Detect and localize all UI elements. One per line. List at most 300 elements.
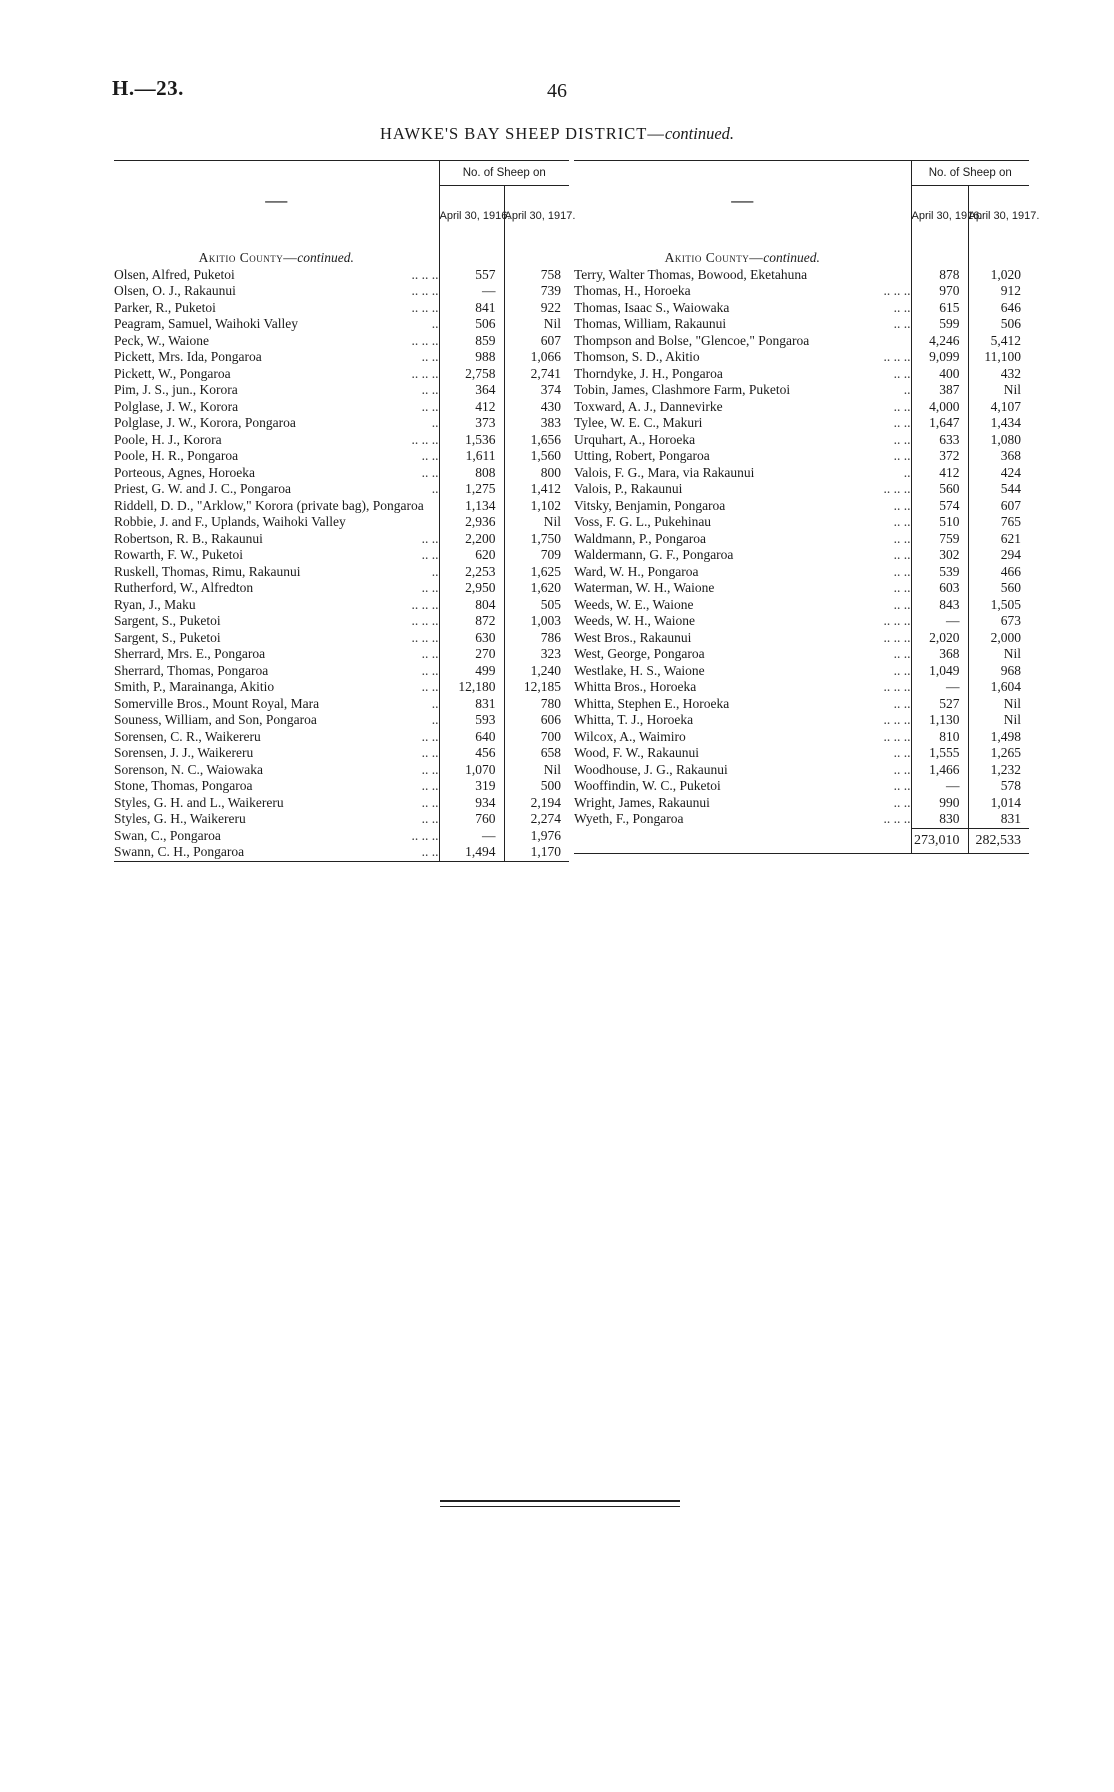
owner-name bbox=[574, 316, 911, 333]
table-row bbox=[114, 762, 569, 779]
leader-dots: .. bbox=[903, 464, 911, 480]
sheep-count-1917: 11,100 bbox=[968, 349, 1029, 366]
sheep-count-1916: 1,536 bbox=[439, 432, 504, 449]
leader-dots: .. .. bbox=[421, 745, 439, 760]
owner-name bbox=[114, 597, 439, 614]
sheep-count-1917: 1,412 bbox=[504, 481, 569, 498]
table-row bbox=[114, 811, 569, 828]
leader-dots: .. .. .. bbox=[883, 283, 911, 298]
table-row bbox=[574, 646, 1029, 663]
table-row bbox=[574, 795, 1029, 812]
sheep-count-1917: 607 bbox=[504, 333, 569, 350]
left-blank-heading: — bbox=[265, 187, 288, 213]
table-row bbox=[114, 283, 569, 300]
owner-name-text: Olsen, Alfred, Puketoi bbox=[114, 266, 235, 282]
leader-dots: .. .. bbox=[893, 580, 911, 595]
owner-name-text: Smith, P., Marainanga, Akitio bbox=[114, 679, 275, 694]
owner-name bbox=[114, 564, 439, 581]
table-row bbox=[574, 283, 1029, 300]
owner-name-text: Weeds, W. H., Waione bbox=[574, 613, 695, 628]
owner-name-text: Pickett, W., Pongaroa bbox=[114, 365, 231, 381]
sheep-count-1916: 970 bbox=[911, 283, 968, 300]
owner-name-text: Peck, W., Waione bbox=[114, 332, 210, 348]
sheep-count-1916: 934 bbox=[439, 795, 504, 812]
owner-name bbox=[114, 498, 439, 515]
owner-name bbox=[114, 811, 439, 828]
sheep-count-1917: 578 bbox=[968, 778, 1029, 795]
owner-name-text: Valois, P., Rakaunui bbox=[574, 481, 683, 496]
sheep-count-1916: 510 bbox=[911, 514, 968, 531]
leader-dots: .. bbox=[431, 712, 439, 727]
sheep-count-1916: 2,020 bbox=[911, 630, 968, 647]
owner-name-text: Weeds, W. E., Waione bbox=[574, 596, 694, 612]
sheep-count-1917: 1,560 bbox=[504, 448, 569, 465]
leader-dots: .. bbox=[903, 382, 911, 397]
owner-name-text: Riddell, D. D., "Arklow," Korora (private bag), Pongaroa bbox=[114, 497, 424, 513]
left-col-1916-heading: April 30, 1916. bbox=[439, 186, 504, 241]
end-rule-thin bbox=[440, 1506, 680, 1507]
owner-name bbox=[114, 333, 439, 350]
leader-dots: .. .. bbox=[421, 580, 439, 595]
sheep-count-1916: 760 bbox=[439, 811, 504, 828]
owner-name-text: Sherrard, Mrs. E., Pongaroa bbox=[114, 646, 266, 661]
leader-dots: .. .. .. bbox=[411, 613, 439, 628]
leader-dots: .. .. .. bbox=[883, 712, 911, 727]
sheep-count-1916: 2,758 bbox=[439, 366, 504, 383]
sheep-count-1917: 383 bbox=[504, 415, 569, 432]
owner-name bbox=[574, 283, 911, 300]
owner-name-text: Ruskell, Thomas, Rimu, Rakaunui bbox=[114, 563, 301, 579]
owner-name bbox=[114, 828, 439, 845]
owner-name-text: Robbie, J. and F., Uplands, Waihoki Valley bbox=[114, 514, 346, 529]
sheep-count-1917: 1,232 bbox=[968, 762, 1029, 779]
leader-dots: .. .. bbox=[421, 679, 439, 694]
sheep-count-1916: 599 bbox=[911, 316, 968, 333]
table-row bbox=[114, 795, 569, 812]
total-1916: 273,010 bbox=[911, 828, 968, 854]
owner-name-text: Styles, G. H. and L., Waikereru bbox=[114, 794, 284, 810]
sheep-count-1916: 990 bbox=[911, 795, 968, 812]
owner-name-text: Whitta Bros., Horoeka bbox=[574, 679, 697, 694]
sheep-count-1917: 4,107 bbox=[968, 399, 1029, 416]
table-row bbox=[114, 366, 569, 383]
table-row bbox=[114, 597, 569, 614]
owner-name bbox=[574, 300, 911, 317]
owner-name bbox=[574, 630, 911, 647]
owner-name bbox=[574, 465, 911, 482]
owner-name bbox=[114, 465, 439, 482]
owner-name-text: Toxward, A. J., Dannevirke bbox=[574, 398, 723, 414]
owner-name-text: Thorndyke, J. H., Pongaroa bbox=[574, 365, 723, 381]
table-row bbox=[114, 399, 569, 416]
owner-name bbox=[574, 712, 911, 729]
leader-dots: .. .. .. bbox=[411, 332, 439, 348]
owner-name-text: Olsen, O. J., Rakaunui bbox=[114, 283, 236, 298]
owner-name-text: Wood, F. W., Rakaunui bbox=[574, 745, 699, 760]
sheep-count-1917: 765 bbox=[968, 514, 1029, 531]
owner-name bbox=[574, 267, 911, 284]
sheep-count-1917: 700 bbox=[504, 729, 569, 746]
owner-name-text: Parker, R., Puketoi bbox=[114, 299, 216, 315]
sheep-count-1916: — bbox=[439, 828, 504, 845]
sheep-count-1917: 1,066 bbox=[504, 349, 569, 366]
leader-dots: .. .. bbox=[893, 497, 911, 513]
sheep-count-1917: 2,194 bbox=[504, 795, 569, 812]
table-row bbox=[574, 415, 1029, 432]
sheep-count-1916: 2,950 bbox=[439, 580, 504, 597]
leader-dots: .. .. bbox=[421, 349, 439, 364]
sheep-count-1916: 593 bbox=[439, 712, 504, 729]
owner-name bbox=[574, 663, 911, 680]
sheep-count-1917: 432 bbox=[968, 366, 1029, 383]
sheep-count-1916: 270 bbox=[439, 646, 504, 663]
leader-dots: .. .. bbox=[893, 596, 911, 612]
owner-name-text: Tylee, W. E. C., Makuri bbox=[574, 415, 703, 430]
table-row bbox=[114, 531, 569, 548]
owner-name bbox=[114, 762, 439, 779]
owner-name bbox=[114, 481, 439, 498]
owner-name bbox=[114, 844, 439, 861]
owner-name bbox=[574, 349, 911, 366]
sheep-count-1916: 1,275 bbox=[439, 481, 504, 498]
table-row bbox=[114, 333, 569, 350]
sheep-count-1916: 557 bbox=[439, 267, 504, 284]
owner-name bbox=[114, 448, 439, 465]
owner-name-text: Styles, G. H., Waikereru bbox=[114, 811, 246, 826]
owner-name-text: Terry, Walter Thomas, Bowood, Eketahuna bbox=[574, 266, 808, 282]
sheep-count-1917: 607 bbox=[968, 498, 1029, 515]
sheep-count-1916: 804 bbox=[439, 597, 504, 614]
sheep-count-1917: 1,976 bbox=[504, 828, 569, 845]
sheep-count-1917: Nil bbox=[968, 712, 1029, 729]
owner-name bbox=[574, 613, 911, 630]
owner-name bbox=[114, 795, 439, 812]
leader-dots: .. .. .. bbox=[883, 481, 911, 496]
table-row bbox=[114, 778, 569, 795]
table-row bbox=[574, 613, 1029, 630]
owner-name bbox=[574, 646, 911, 663]
owner-name-text: Sorensen, C. R., Waikereru bbox=[114, 728, 261, 744]
table-row bbox=[574, 316, 1029, 333]
sheep-count-1916: 302 bbox=[911, 547, 968, 564]
leader-dots: .. .. .. bbox=[883, 613, 911, 628]
table-row bbox=[114, 679, 569, 696]
sheep-count-1916: 560 bbox=[911, 481, 968, 498]
sheep-count-1917: 1,014 bbox=[968, 795, 1029, 812]
sheep-count-1917: 294 bbox=[968, 547, 1029, 564]
leader-dots: .. .. .. bbox=[411, 431, 439, 447]
owner-name-text: Sargent, S., Puketoi bbox=[114, 629, 221, 645]
owner-name bbox=[114, 745, 439, 762]
owner-name-text: Poole, H. R., Pongaroa bbox=[114, 448, 239, 463]
leader-dots: .. .. .. bbox=[411, 596, 439, 612]
leader-dots: .. .. .. bbox=[411, 283, 439, 298]
owner-name bbox=[574, 679, 911, 696]
sheep-count-1916: 1,134 bbox=[439, 498, 504, 515]
table-row bbox=[574, 531, 1029, 548]
owner-name bbox=[114, 531, 439, 548]
sheep-count-1916: 387 bbox=[911, 382, 968, 399]
leader-dots: .. .. bbox=[893, 646, 911, 661]
sheep-count-1916: 1,466 bbox=[911, 762, 968, 779]
owner-name bbox=[114, 547, 439, 564]
leader-dots: .. .. bbox=[893, 365, 911, 381]
leader-dots: .. .. bbox=[893, 547, 911, 562]
owner-name-text: Sargent, S., Puketoi bbox=[114, 613, 221, 628]
owner-name-text: Utting, Robert, Pongaroa bbox=[574, 448, 710, 463]
sheep-count-1917: Nil bbox=[504, 514, 569, 531]
owner-name bbox=[114, 432, 439, 449]
table-row bbox=[574, 448, 1029, 465]
table-row bbox=[574, 498, 1029, 515]
owner-name-text: Rowarth, F. W., Puketoi bbox=[114, 547, 244, 562]
owner-name bbox=[114, 580, 439, 597]
sheep-count-1916: 12,180 bbox=[439, 679, 504, 696]
sheep-count-1916: 872 bbox=[439, 613, 504, 630]
owner-name bbox=[574, 729, 911, 746]
owner-name-text: Vitsky, Benjamin, Pongaroa bbox=[574, 497, 726, 513]
owner-name-text: Priest, G. W. and J. C., Pongaroa bbox=[114, 481, 291, 496]
sheep-count-1917: 505 bbox=[504, 597, 569, 614]
sheep-count-1916: 831 bbox=[439, 696, 504, 713]
right-county-heading: Akitio County—continued. bbox=[664, 250, 820, 265]
sheep-count-1917: 922 bbox=[504, 300, 569, 317]
sheep-count-1917: Nil bbox=[968, 646, 1029, 663]
owner-name bbox=[114, 300, 439, 317]
sheep-count-1916: 1,555 bbox=[911, 745, 968, 762]
right-county-row bbox=[574, 240, 1029, 267]
right-blank-heading: — bbox=[731, 187, 754, 213]
owner-name-text: Sherrard, Thomas, Pongaroa bbox=[114, 662, 269, 678]
leader-dots: .. .. bbox=[893, 745, 911, 760]
table-row bbox=[574, 811, 1029, 828]
owner-name bbox=[574, 448, 911, 465]
leader-dots: .. .. bbox=[893, 778, 911, 793]
table-row bbox=[114, 448, 569, 465]
owner-name bbox=[574, 597, 911, 614]
page-title-main: HAWKE'S BAY SHEEP DISTRICT— bbox=[379, 124, 665, 143]
leader-dots: .. .. bbox=[893, 761, 911, 777]
table-row bbox=[574, 597, 1029, 614]
sheep-count-1916: — bbox=[439, 283, 504, 300]
table-row bbox=[114, 382, 569, 399]
sheep-count-1917: 912 bbox=[968, 283, 1029, 300]
sheep-count-1917: 2,274 bbox=[504, 811, 569, 828]
table-row bbox=[574, 366, 1029, 383]
table-row bbox=[114, 547, 569, 564]
left-table bbox=[114, 160, 576, 862]
table-row bbox=[574, 762, 1029, 779]
sheep-count-1916: 615 bbox=[911, 300, 968, 317]
sheep-count-1917: 500 bbox=[504, 778, 569, 795]
sheep-count-1916: 1,130 bbox=[911, 712, 968, 729]
sheep-count-1916: 603 bbox=[911, 580, 968, 597]
owner-name-text: Wilcox, A., Waimiro bbox=[574, 728, 686, 744]
sheep-count-1917: 606 bbox=[504, 712, 569, 729]
owner-name bbox=[114, 283, 439, 300]
owner-name bbox=[114, 399, 439, 416]
left-group-heading: No. of Sheep on bbox=[439, 161, 569, 186]
leader-dots: .. bbox=[431, 481, 439, 496]
table-row bbox=[574, 630, 1029, 647]
page-number: 46 bbox=[547, 80, 567, 102]
owner-name-text: Thomas, Isaac S., Waiowaka bbox=[574, 299, 730, 315]
leader-dots: .. bbox=[431, 316, 439, 331]
sheep-count-1916: 988 bbox=[439, 349, 504, 366]
leader-dots: .. .. .. bbox=[411, 299, 439, 315]
owner-name-text: Thompson and Bolse, "Glencoe," Pongaroa bbox=[574, 332, 810, 348]
owner-name bbox=[114, 663, 439, 680]
sheep-count-1917: Nil bbox=[504, 762, 569, 779]
leader-dots: .. bbox=[431, 695, 439, 711]
leader-dots: .. .. bbox=[893, 431, 911, 447]
sheep-count-1916: 9,099 bbox=[911, 349, 968, 366]
owner-name bbox=[114, 267, 439, 284]
sheep-count-1917: 758 bbox=[504, 267, 569, 284]
owner-name bbox=[574, 564, 911, 581]
owner-name bbox=[574, 333, 911, 350]
leader-dots: .. .. bbox=[421, 448, 439, 463]
sheep-count-1916: 633 bbox=[911, 432, 968, 449]
owner-name bbox=[574, 580, 911, 597]
owner-name bbox=[114, 316, 439, 333]
sheep-count-1917: Nil bbox=[504, 316, 569, 333]
table-row bbox=[574, 300, 1029, 317]
table-row bbox=[114, 663, 569, 680]
table-row bbox=[574, 778, 1029, 795]
table-row bbox=[574, 465, 1029, 482]
sheep-count-1916: 527 bbox=[911, 696, 968, 713]
leader-dots: .. .. bbox=[893, 448, 911, 463]
leader-dots: .. .. bbox=[421, 530, 439, 546]
sheep-count-1916: 810 bbox=[911, 729, 968, 746]
sheep-count-1916: 1,647 bbox=[911, 415, 968, 432]
table-row bbox=[114, 712, 569, 729]
sheep-count-1917: 1,434 bbox=[968, 415, 1029, 432]
sheep-count-1916: 506 bbox=[439, 316, 504, 333]
table-row bbox=[574, 745, 1029, 762]
table-row bbox=[114, 514, 569, 531]
leader-dots: .. .. .. bbox=[411, 365, 439, 381]
sheep-count-1917: 544 bbox=[968, 481, 1029, 498]
table-row bbox=[574, 580, 1029, 597]
leader-dots: .. .. bbox=[893, 563, 911, 579]
document-code: H.—23. bbox=[112, 76, 184, 100]
sheep-count-1916: 456 bbox=[439, 745, 504, 762]
owner-name bbox=[574, 366, 911, 383]
sheep-count-1917: 780 bbox=[504, 696, 569, 713]
leader-dots: .. .. bbox=[421, 844, 439, 859]
sheep-count-1917: 831 bbox=[968, 811, 1029, 828]
owner-name-text: Porteous, Agnes, Horoeka bbox=[114, 464, 255, 480]
sheep-count-1917: 1,265 bbox=[968, 745, 1029, 762]
owner-name bbox=[574, 481, 911, 498]
sheep-count-1917: 1,604 bbox=[968, 679, 1029, 696]
table-row bbox=[114, 844, 569, 861]
table-row bbox=[114, 465, 569, 482]
owner-name-text: Souness, William, and Son, Pongaroa bbox=[114, 712, 317, 727]
table-row bbox=[114, 646, 569, 663]
owner-name-text: Polglase, J. W., Korora, Pongaroa bbox=[114, 415, 296, 430]
owner-name bbox=[114, 679, 439, 696]
owner-name-text: Poole, H. J., Korora bbox=[114, 431, 222, 447]
sheep-count-1916: 4,246 bbox=[911, 333, 968, 350]
table-row bbox=[574, 712, 1029, 729]
owner-name-text: Thomas, William, Rakaunui bbox=[574, 316, 727, 331]
sheep-count-1916: 412 bbox=[439, 399, 504, 416]
sheep-count-1916: — bbox=[911, 679, 968, 696]
owner-name-text: Ryan, J., Maku bbox=[114, 596, 196, 612]
owner-name-text: Swan, C., Pongaroa bbox=[114, 827, 221, 843]
owner-name bbox=[114, 514, 439, 531]
sheep-count-1917: 466 bbox=[968, 564, 1029, 581]
leader-dots: .. .. bbox=[893, 316, 911, 331]
table-row bbox=[114, 580, 569, 597]
table-row bbox=[114, 481, 569, 498]
owner-name bbox=[114, 712, 439, 729]
owner-name-text: Stone, Thomas, Pongaroa bbox=[114, 778, 253, 793]
table-row bbox=[114, 630, 569, 647]
sheep-count-1917: 374 bbox=[504, 382, 569, 399]
table-row bbox=[114, 349, 569, 366]
left-county-row bbox=[114, 240, 569, 267]
table-row bbox=[114, 745, 569, 762]
sheep-count-1916: 630 bbox=[439, 630, 504, 647]
owner-name bbox=[114, 366, 439, 383]
table-row bbox=[114, 696, 569, 713]
leader-dots: .. .. bbox=[421, 547, 439, 562]
leader-dots: .. .. bbox=[421, 778, 439, 793]
leader-dots: .. .. .. bbox=[883, 811, 911, 826]
sheep-count-1916: 2,200 bbox=[439, 531, 504, 548]
owner-name-text: Urquhart, A., Horoeka bbox=[574, 431, 696, 447]
table-row bbox=[574, 432, 1029, 449]
table-row bbox=[574, 564, 1029, 581]
sheep-count-1917: 1,505 bbox=[968, 597, 1029, 614]
owner-name-text: Thomas, H., Horoeka bbox=[574, 283, 691, 298]
sheep-count-1917: 424 bbox=[968, 465, 1029, 482]
sheep-count-1917: 1,102 bbox=[504, 498, 569, 515]
page-title-suffix: continued. bbox=[664, 124, 735, 143]
sheep-count-1916: 412 bbox=[911, 465, 968, 482]
table-row bbox=[114, 498, 569, 515]
sheep-count-1917: 2,000 bbox=[968, 630, 1029, 647]
right-table bbox=[574, 160, 1040, 854]
table-row bbox=[574, 267, 1029, 284]
table-row bbox=[114, 316, 569, 333]
sheep-count-1916: 620 bbox=[439, 547, 504, 564]
sheep-count-1916: 368 bbox=[911, 646, 968, 663]
owner-name bbox=[574, 795, 911, 812]
owner-name bbox=[574, 778, 911, 795]
sheep-count-1917: 430 bbox=[504, 399, 569, 416]
owner-name-text: Thomson, S. D., Akitio bbox=[574, 349, 700, 364]
leader-dots: .. .. bbox=[421, 794, 439, 810]
table-row bbox=[574, 349, 1029, 366]
sheep-count-1917: 506 bbox=[968, 316, 1029, 333]
sheep-count-1917: 1,240 bbox=[504, 663, 569, 680]
sheep-count-1917: 1,080 bbox=[968, 432, 1029, 449]
sheep-count-1916: 319 bbox=[439, 778, 504, 795]
owner-name-text: Pim, J. S., jun., Korora bbox=[114, 382, 238, 397]
owner-name-text: Rutherford, W., Alfredton bbox=[114, 580, 254, 595]
table-row bbox=[114, 415, 569, 432]
sheep-count-1916: 2,936 bbox=[439, 514, 504, 531]
leader-dots: .. .. bbox=[421, 398, 439, 414]
leader-dots: .. .. bbox=[421, 662, 439, 678]
owner-name-text: Waterman, W. H., Waione bbox=[574, 580, 715, 595]
owner-name bbox=[574, 696, 911, 713]
